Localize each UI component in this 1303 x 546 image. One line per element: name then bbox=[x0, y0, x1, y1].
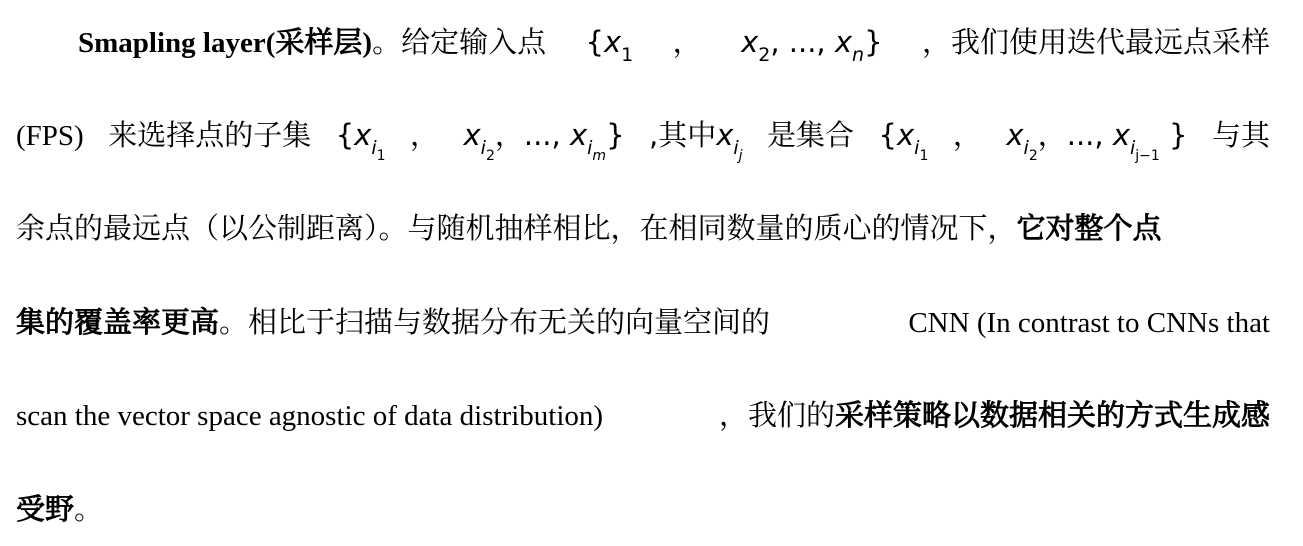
previous-set-first: {$x_{i_1}$ bbox=[878, 118, 929, 164]
input-point-set-tail: $x_2$, ..., $x_n$} bbox=[741, 25, 883, 66]
english-gloss: scan the vector space agnostic of data distribution) bbox=[16, 400, 604, 432]
body-text: 是集合 bbox=[767, 118, 855, 152]
math-separator: ， bbox=[952, 118, 982, 152]
body-text: 与其 bbox=[1211, 118, 1270, 152]
math-separator: ， bbox=[672, 25, 702, 59]
body-text: 。 bbox=[74, 492, 104, 526]
body-text: ，我们的 bbox=[718, 398, 835, 432]
paragraph-line-1 bbox=[16, 22, 1270, 66]
input-point-set: {$x_1$ bbox=[585, 25, 634, 66]
chosen-point: $x_{i_j}$ bbox=[716, 118, 743, 164]
body-text: ，我们使用迭代最远点采样 bbox=[921, 25, 1270, 59]
body-text: ,其中$x_{i_j}$ bbox=[649, 118, 743, 164]
layer-name-cjk: 采样层 bbox=[275, 25, 363, 59]
layer-name: Smapling layer( bbox=[78, 27, 276, 59]
paragraph-line-5 bbox=[16, 395, 1270, 435]
body-text: 余点的最远点（以公制距离）。与随机抽样相比，在相同数量的质心的情况下， bbox=[16, 211, 1017, 245]
emphasis-text: 集的覆盖率更高 bbox=[16, 305, 220, 339]
paragraph-line-2 bbox=[16, 115, 1270, 164]
paragraph-line-3 bbox=[16, 208, 1270, 248]
previous-set-rest: $x_{i_2}$，..., $x_{i_{j-1}}$ } bbox=[1006, 118, 1188, 164]
layer-name-close: ) bbox=[362, 27, 373, 59]
emphasis-text: 受野 bbox=[16, 492, 75, 526]
body-text: 。相比于扫描与数据分布无关的向量空间的 bbox=[219, 305, 771, 339]
fps-abbreviation: (FPS) bbox=[16, 120, 84, 152]
body-text: 。给定输入点 bbox=[372, 25, 547, 59]
emphasis-text: 它对整个点 bbox=[1016, 211, 1162, 245]
layer-heading bbox=[78, 22, 546, 63]
subset-rest: $x_{i_2}$，..., $x_{i_m}$} bbox=[463, 118, 625, 164]
subset-first: {$x_{i_1}$ bbox=[335, 118, 386, 164]
paragraph-line-6 bbox=[16, 489, 1270, 529]
english-gloss: CNN (In contrast to CNNs that bbox=[908, 307, 1270, 339]
math-separator: ， bbox=[410, 118, 440, 152]
paragraph-line-4 bbox=[16, 302, 1270, 342]
emphasis-text: 采样策略以数据相关的方式生成感 bbox=[834, 398, 1270, 432]
body-text: 来选择点的子集 bbox=[108, 118, 312, 152]
